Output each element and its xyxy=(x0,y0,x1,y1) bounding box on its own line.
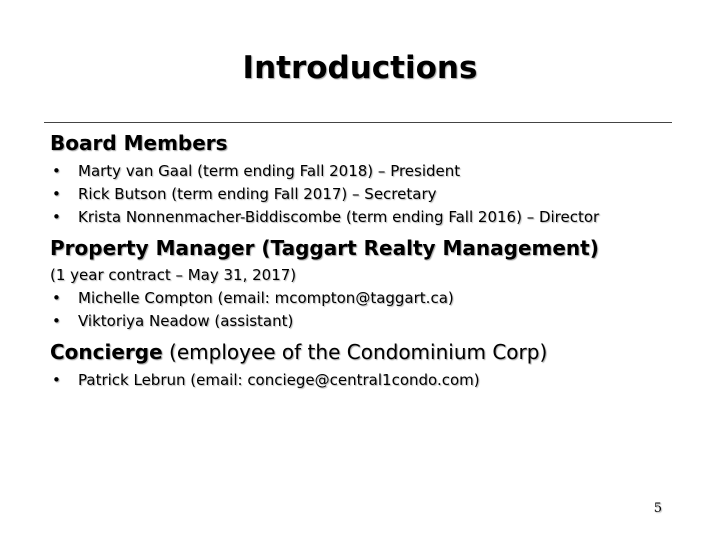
property-manager-heading: Property Manager (Taggart Realty Management) xyxy=(50,236,599,260)
list-item xyxy=(50,183,690,206)
board-members-list xyxy=(50,160,690,229)
board-member-director: Krista Nonnenmacher-Biddiscombe (term ending Fall 2016) – Director xyxy=(78,208,600,226)
contract-note: (1 year contract – May 31, 2017) xyxy=(50,266,297,284)
concierge-heading-detail: (employee of the Condominium Corp) xyxy=(162,340,548,364)
property-manager-list xyxy=(50,287,690,333)
bullet-icon: • xyxy=(52,162,61,180)
list-item xyxy=(50,310,690,333)
bullet-icon: • xyxy=(52,312,61,330)
concierge-list xyxy=(50,369,690,392)
list-item xyxy=(50,160,690,183)
list-item xyxy=(50,369,690,392)
bullet-icon: • xyxy=(52,185,61,203)
board-member-president: Marty van Gaal (term ending Fall 2018) – President xyxy=(78,162,461,180)
slide-content xyxy=(50,130,690,392)
slide-number: 5 xyxy=(653,501,662,516)
bullet-icon: • xyxy=(52,289,61,307)
property-manager-assistant: Viktoriya Neadow (assistant) xyxy=(78,312,294,330)
property-manager-contact: Michelle Compton (email: mcompton@taggart.ca) xyxy=(78,289,454,307)
concierge-heading-bold: Concierge xyxy=(50,340,163,364)
board-member-secretary: Rick Butson (term ending Fall 2017) – Secretary xyxy=(78,185,437,203)
slide-title: Introductions xyxy=(242,50,478,86)
list-item xyxy=(50,206,690,229)
board-members-heading: Board Members xyxy=(50,131,228,155)
concierge-contact: Patrick Lebrun (email: conciege@central1condo.com) xyxy=(78,371,480,389)
concierge-heading xyxy=(50,339,690,365)
title-divider xyxy=(44,122,672,123)
list-item xyxy=(50,287,690,310)
bullet-icon: • xyxy=(52,208,61,226)
bullet-icon: • xyxy=(52,371,61,389)
